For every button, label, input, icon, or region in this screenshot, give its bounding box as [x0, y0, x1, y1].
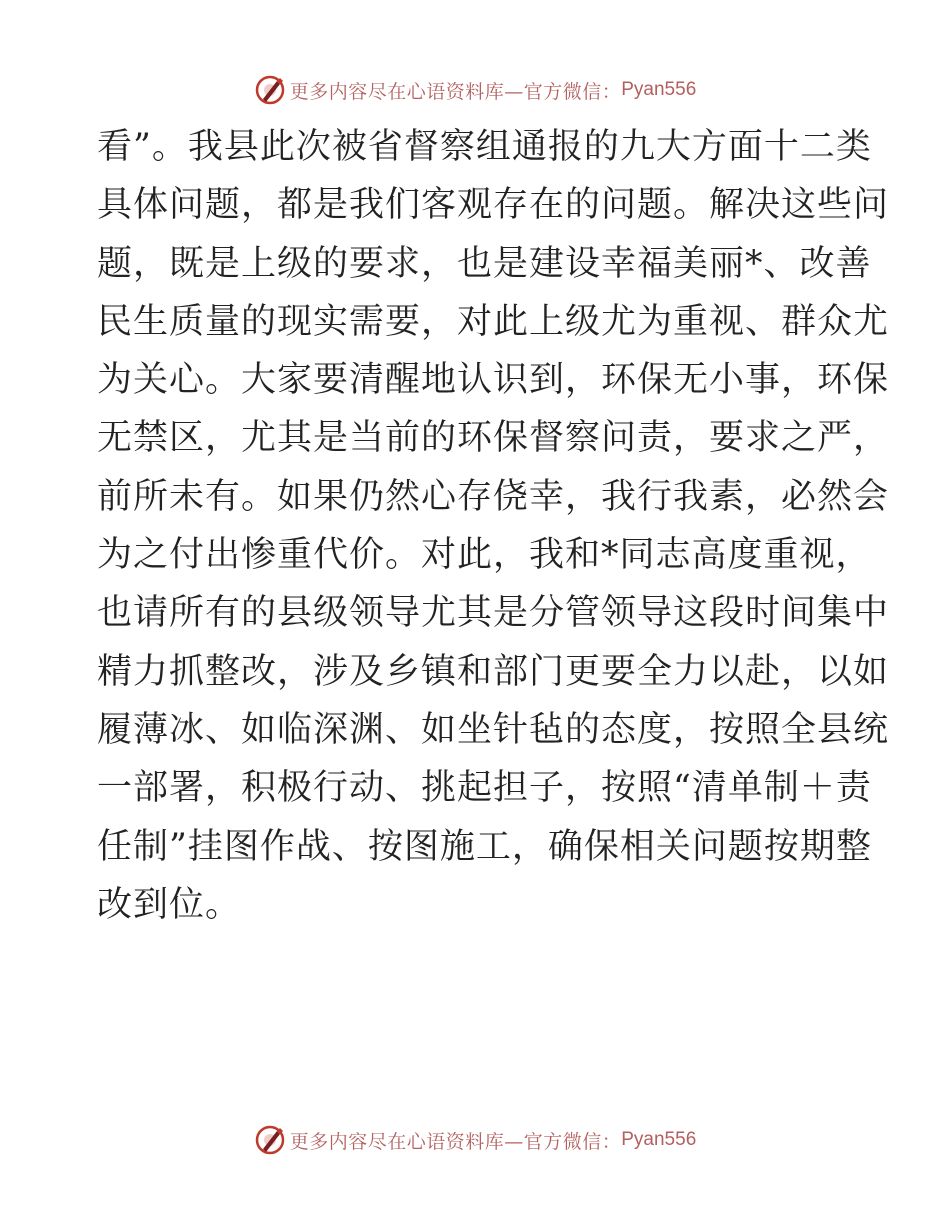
body-line: 题，既是上级的要求，也是建设幸福美丽*、改善 [97, 243, 872, 284]
body-line: 为关心。大家要清醒地认识到，环保无小事，环保 [97, 360, 890, 401]
body-line: 为之付出惨重代价。对此，我和*同志高度重视， [97, 535, 872, 576]
body-line: 也请所有的县级领导尤其是分管领导这段时间集中 [97, 593, 890, 634]
pen-logo-icon [254, 74, 286, 106]
footer-banner [0, 1120, 950, 1160]
body-line: 看”。我县此次被省督察组通报的九大方面十二类 [97, 127, 872, 167]
body-line: 前所未有。如果仍然心存侥幸，我行我素，必然会 [97, 476, 890, 517]
body-line: 履薄冰、如临深渊、如坐针毡的态度，按照全县统 [97, 709, 890, 750]
footer-banner-text: 更多内容尽在心语资料库—官方微信： [289, 1130, 622, 1153]
pen-logo-icon [254, 1124, 286, 1156]
footer-wechat-id: Pyan556 [621, 1129, 697, 1150]
body-line: 精力抓整改，涉及乡镇和部门更要全力以赴，以如 [97, 651, 890, 692]
header-banner [0, 70, 950, 110]
header-wechat-id: Pyan556 [621, 79, 697, 100]
body-line: 任制”挂图作战、按图施工，确保相关问题按期整 [97, 826, 872, 867]
body-line: 一部署，积极行动、挑起担子，按照“清单制＋责 [97, 768, 872, 809]
header-banner-text: 更多内容尽在心语资料库—官方微信： [289, 80, 622, 103]
body-line: 无禁区，尤其是当前的环保督察问责，要求之严， [97, 418, 890, 459]
document-body [97, 118, 890, 934]
body-line: 具体问题，都是我们客观存在的问题。解决这些问 [97, 185, 890, 226]
body-line: 民生质量的现实需要，对此上级尤为重视、群众尤 [97, 301, 890, 342]
body-line: 改到位。 [97, 884, 242, 925]
